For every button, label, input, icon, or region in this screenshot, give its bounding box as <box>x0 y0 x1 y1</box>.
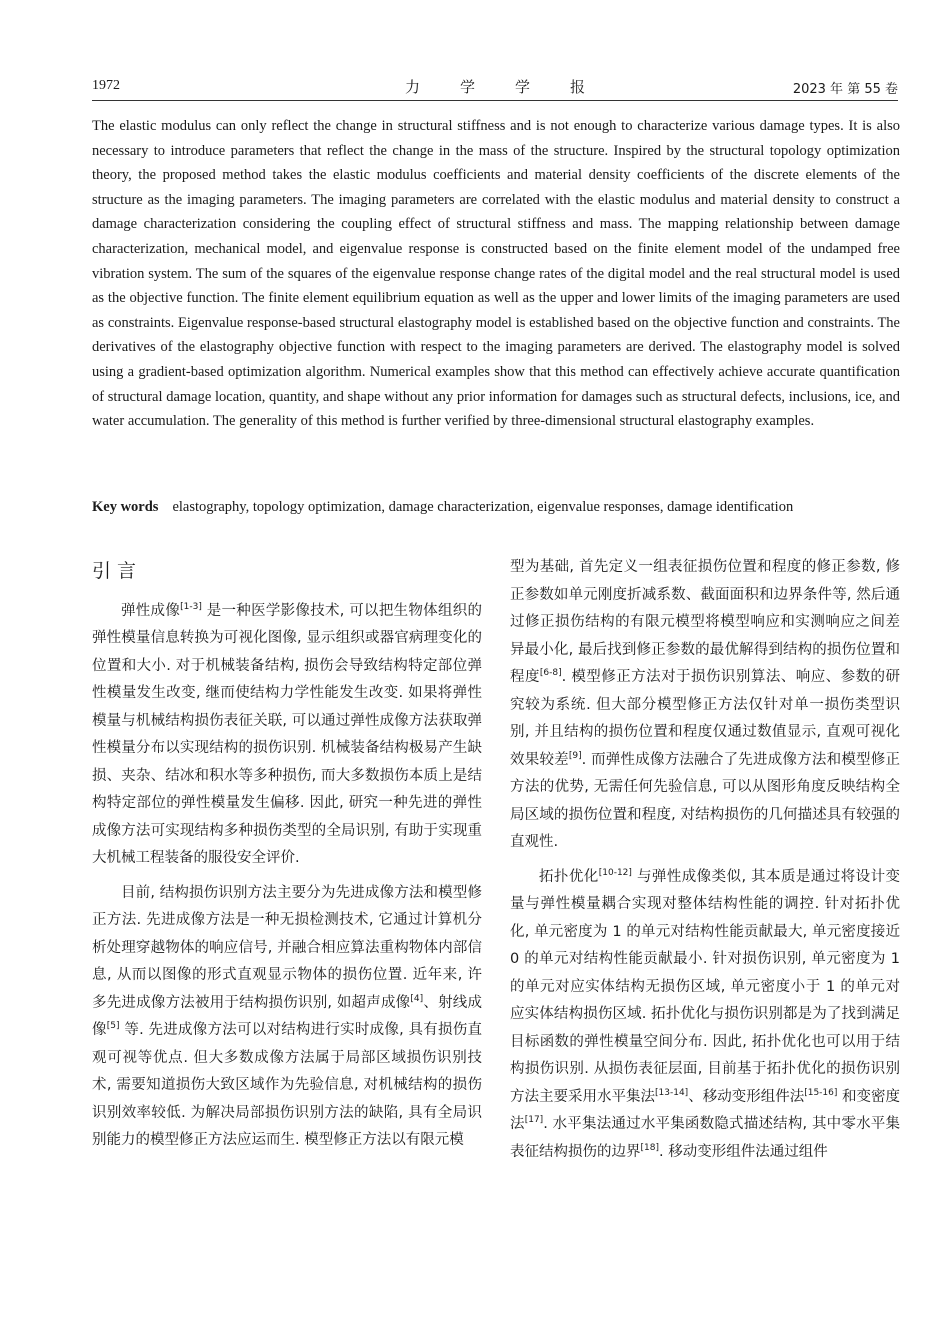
paragraph: 拓扑优化[10-12] 与弹性成像类似, 其本质是通过将设计变量与弹性模量耦合实现对整体结构性能的调控. 针对拓扑优化, 单元密度为 1 的单元对结构性能贡献最大, 单元密度接近 0 的单元对结构性能贡献最小. 针对损伤识别, 单元密度为 1 的单元对应实体结构无损伤区域, 单元密度小于 1 的单元对应实体结构损伤区域. 拓扑优化与损伤识别都是为了找到满足目标函数的弹性模量空间分布. 因此, 拓扑优化也可以用于结构损伤识别. 从损伤表征层面, 目前基于拓扑优化的损伤识别方法主要采用水平集法[13-14]、移动变形组件法[15-16] 和变密度法[17]. 水平集法通过水平集函数隐式描述结构, 其中零水平集表征结构损伤的边界[18]. 移动变形组件法通过组件 <box>510 867 901 1160</box>
citation: [17] <box>524 1115 544 1126</box>
page-number: 1972 <box>92 78 120 93</box>
running-header <box>92 76 898 101</box>
citation: [18] <box>640 1142 659 1153</box>
citation: [5] <box>106 1021 120 1032</box>
citation: [9] <box>568 750 582 761</box>
abstract-text: The elastic modulus can only reflect the change in structural stiffness and is not enough to characterize various damage types. It is also necessary to introduce parameters that reflect the change in the mass of the structure. Inspired by the structural topology optimization theory, the proposed method takes the elastic modulus coefficients and material density coefficients of the discrete elements of the structure as the imaging parameters. The imaging parameters are correlated with the elastic modulus and material density to construct a damage characterization considering the coupling effect of structural stiffness and mass. The mapping relationship between damage characterization, mechanical model, and eigenvalue response is constructed based on the finite element model of the undamped free vibration system. The sum of the squares of the eigenvalue response change rates of the digital model and the real structural model is used as the objective function. The finite element equilibrium equation as well as the upper and lower limits of the imaging parameters are used as constraints. Eigenvalue response-based structural elastography model is established based on the objective function and constraints. The derivatives of the elastography objective function with respect to the imaging parameters are derived. The elastography model is solved using a gradient-based optimization algorithm. Numerical examples show that this method can effectively achieve accurate quantification of structural damage location, quantity, and shape without any prior information for damages such as structural defects, inclusions, ice, and water accumulation. The generality of this method is further verified by three-dimensional structural elastography examples. <box>92 118 900 430</box>
issue-info: 2023 年 第 55 卷 <box>792 82 898 97</box>
keywords <box>92 496 900 518</box>
paragraph: 弹性成像[1-3] 是一种医学影像技术, 可以把生物体组织的弹性模量信息转换为可视化图像, 显示组织或器官病理变化的位置和大小. 对于机械装备结构, 损伤会导致结构特定部位弹性模量发生改变, 继而使结构力学性能发生改变. 如果将弹性模量与机械结构损伤表征关联, 可以通过弹性成像方法获取弹性模量分布以实现结构的损伤识别. 机械装备结构极易产生缺损、夹杂、结冰和积水等多种损伤, 而大多数损伤本质上是结构特定部位的弹性模量发生偏移. 因此, 研究一种先进的弹性成像方法可实现结构多种损伤类型的全局识别, 有助于实现重大机械工程装备的服役安全评价. <box>92 601 483 866</box>
section-title: 引 言 <box>92 560 137 582</box>
citation: [15-16] <box>804 1087 838 1098</box>
keywords-text: elastography, topology optimization, damage characterization, eigenvalue responses, damage identification <box>172 499 794 515</box>
paragraph: 目前, 结构损伤识别方法主要分为先进成像方法和模型修正方法. 先进成像方法是一种无损检测技术, 它通过计算机分析处理穿越物体的响应信号, 并融合相应算法重构物体内部信息, 从而以图像的形式直观显示物体的损伤位置. 近年来, 许多先进成像方法被用于结构损伤识别, 如超声成像[4]、射线成像[5] 等. 先进成像方法可以对结构进行实时成像, 具有损伤直观可视等优点. 但大多数成像方法属于局部区域损伤识别技术, 需要知道损伤大致区域作为先验信息, 对机械结构的损伤识别效率较低. 为解决局部损伤识别方法的缺陷, 具有全局识别能力的模型修正方法应运而生. 模型修正方法以有限元模 <box>92 884 483 1148</box>
citation: [1-3] <box>180 601 202 612</box>
journal-title: 力学学报 <box>404 78 625 96</box>
paragraph: 型为基础, 首先定义一组表征损伤位置和程度的修正参数, 修正参数如单元刚度折减系数、截面面积和边界条件等, 然后通过修正损伤结构的有限元模型将模型响应和实测响应之间差异最小化, 最后找到修正参数的最优解得到结构的损伤位置和程度[6-8]. 模型修正方法对于损伤识别算法、响应、参数的研究较为系统. 但大部分模型修正方法仅针对单一损伤类型识别, 并且结构的损伤位置和程度仅通过数值显示, 直观可视化效果较差[9]. 而弹性成像方法融合了先进成像方法和模型修正方法的优势, 无需任何先验信息, 可以从图形角度反映结构全局区域的损伤位置和程度, 对结构损伤的几何描述具有较强的直观性. <box>510 559 901 850</box>
keywords-label: Key words <box>92 499 159 515</box>
citation: [6-8] <box>539 668 562 679</box>
citation: [10-12] <box>598 867 632 878</box>
left-column <box>92 556 482 1162</box>
citation: [13-14] <box>655 1087 689 1098</box>
citation: [4] <box>410 993 424 1004</box>
right-column <box>510 554 900 1173</box>
